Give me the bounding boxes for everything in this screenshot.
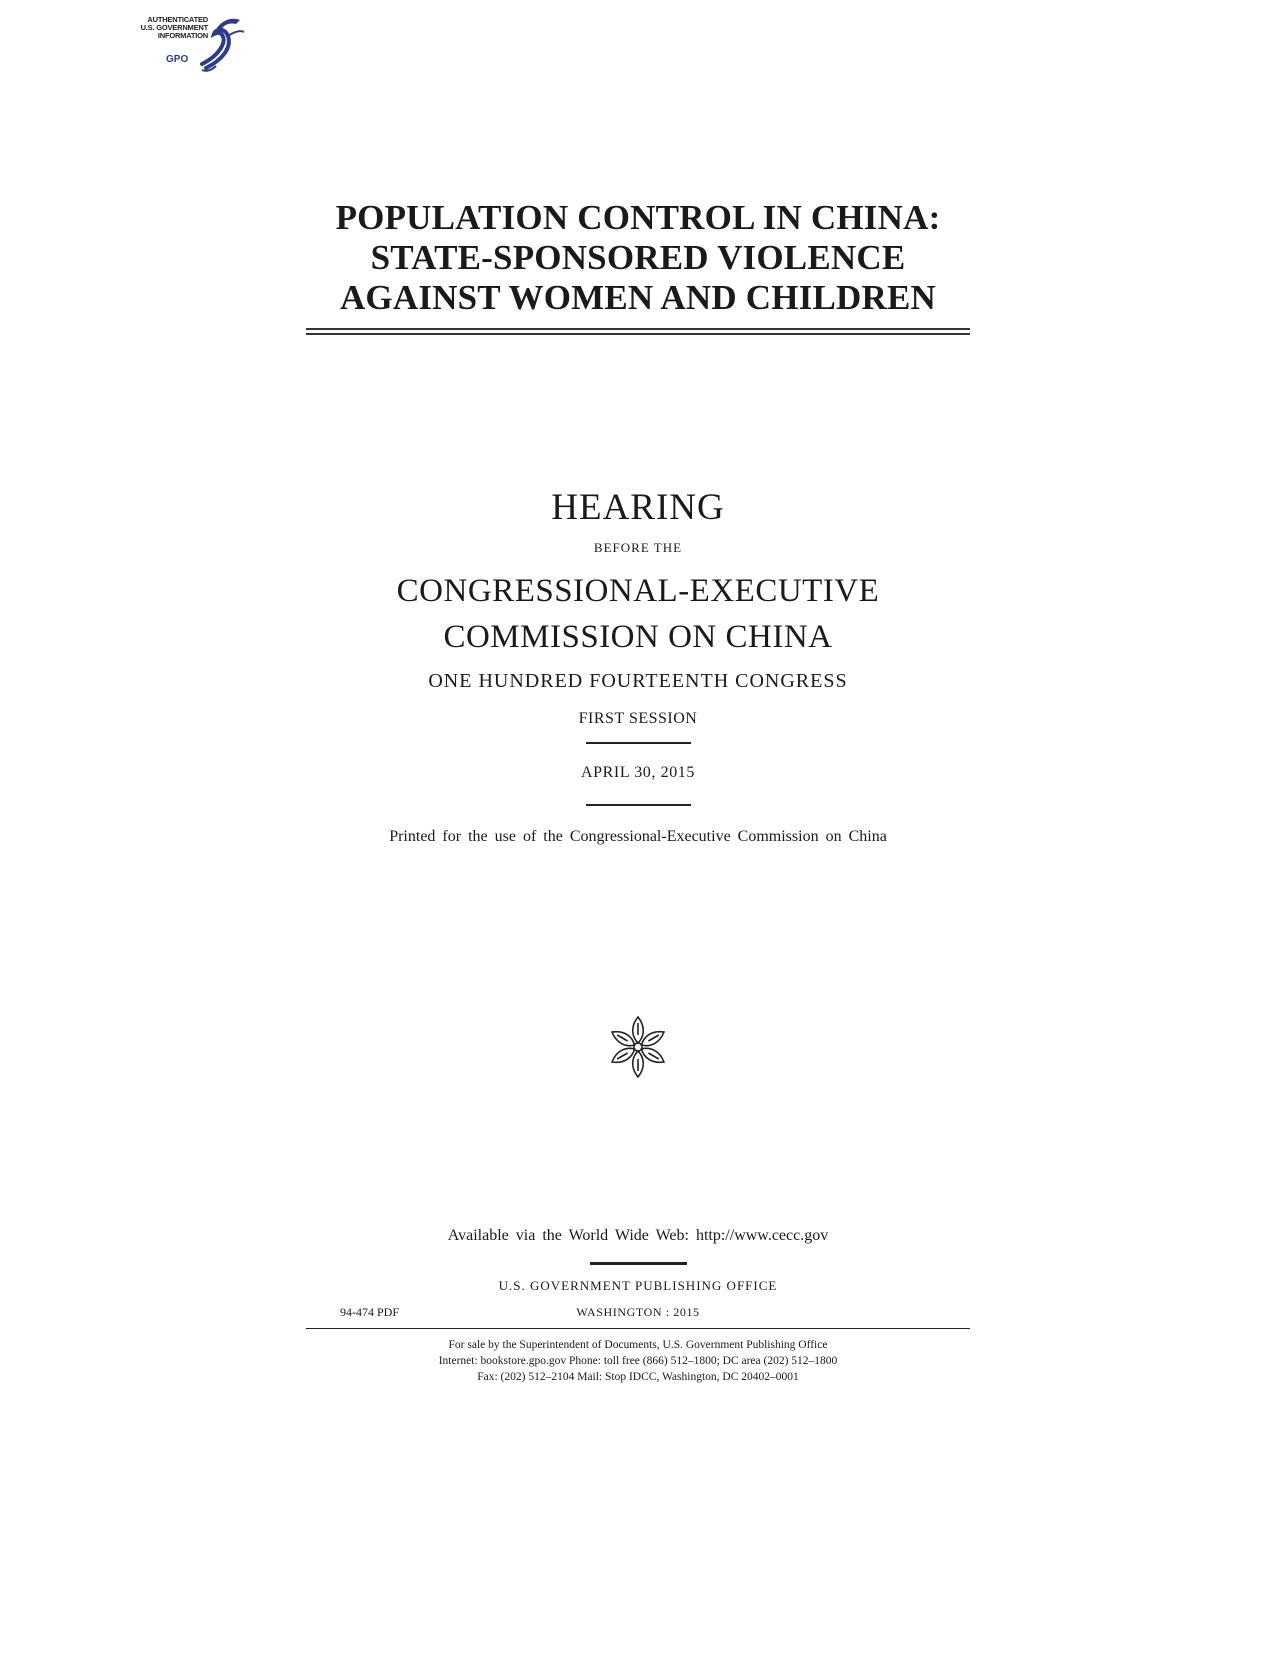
ornament-icon bbox=[603, 1012, 673, 1082]
seal-brand: GPO bbox=[166, 54, 189, 65]
web-availability-note: Available via the World Wide Web: http://www.cecc.gov bbox=[447, 1227, 829, 1244]
report-number: 94-474 PDF bbox=[340, 1305, 400, 1319]
title-rule-bottom bbox=[306, 333, 970, 335]
seal-line: U.S. GOVERNMENT bbox=[140, 23, 208, 32]
date-rule bbox=[586, 804, 691, 806]
publisher-name: U.S. GOVERNMENT PUBLISHING OFFICE bbox=[498, 1278, 778, 1293]
sale-line: Fax: (202) 512–2104 Mail: Stop IDCC, Washington, DC 20402–0001 bbox=[477, 1371, 799, 1383]
title-line: POPULATION CONTROL IN CHINA: bbox=[335, 198, 941, 237]
document-title bbox=[306, 198, 970, 318]
title-rule-top bbox=[306, 328, 970, 330]
hearing-date: APRIL 30, 2015 bbox=[580, 764, 696, 781]
sale-line: For sale by the Superintendent of Documents, U.S. Government Publishing Office bbox=[448, 1339, 828, 1351]
commission-line: COMMISSION ON CHINA bbox=[443, 619, 833, 655]
printed-for-note: Printed for the use of the Congressional-Executive Commission on China bbox=[389, 828, 887, 845]
commission-name bbox=[306, 568, 970, 660]
title-line: AGAINST WOMEN AND CHILDREN bbox=[339, 278, 937, 317]
seal-line: AUTHENTICATED bbox=[147, 15, 208, 24]
footer-rule bbox=[306, 1328, 970, 1329]
commission-line: CONGRESSIONAL-EXECUTIVE bbox=[396, 573, 880, 609]
sale-information bbox=[306, 1337, 970, 1385]
before-the-label: BEFORE THE bbox=[593, 540, 683, 555]
congress-label: ONE HUNDRED FOURTEENTH CONGRESS bbox=[428, 670, 848, 692]
gpo-authentication-seal bbox=[100, 8, 250, 80]
title-line: STATE-SPONSORED VIOLENCE bbox=[370, 238, 906, 277]
session-label: FIRST SESSION bbox=[578, 710, 698, 727]
place-and-year: WASHINGTON : 2015 bbox=[576, 1305, 700, 1319]
session-rule bbox=[586, 742, 691, 744]
eagle-logo-icon bbox=[192, 8, 250, 80]
sale-line: Internet: bookstore.gpo.gov Phone: toll free (866) 512–1800; DC area (202) 512–1800 bbox=[438, 1355, 838, 1367]
hearing-heading: HEARING bbox=[551, 487, 725, 528]
seal-line: INFORMATION bbox=[157, 31, 208, 40]
availability-rule bbox=[590, 1262, 687, 1265]
